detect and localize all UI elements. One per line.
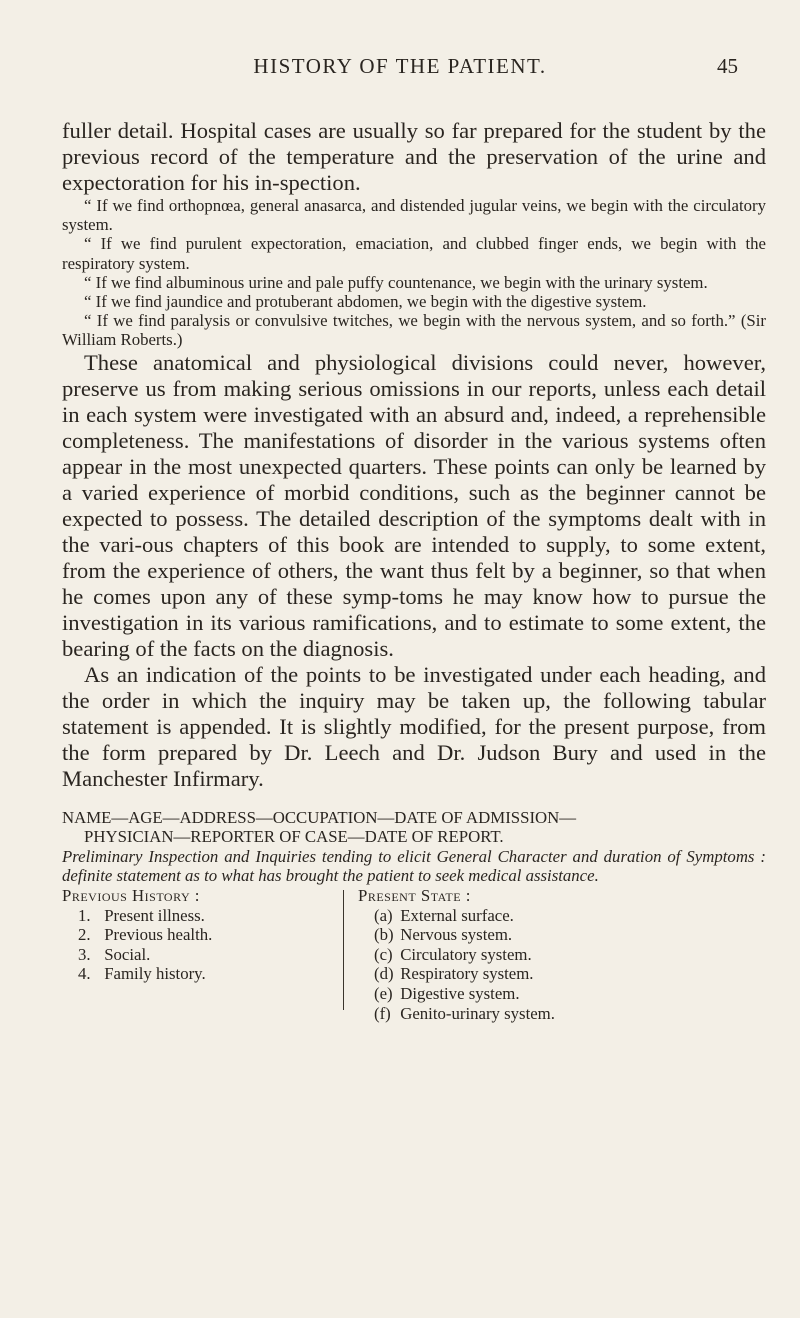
column-divider [343,890,344,1010]
list-item: (d) Respiratory system. [374,964,534,984]
list-item: 2. Previous health. [78,925,213,945]
page-number: 45 [717,54,738,78]
paragraph-continued: fuller detail. Hospital cases are usually so far prepared for the student by the previous record of the temperature and the preservation of the urine and expectoration for his in-spection. [62,118,766,195]
quote-nervous: “ If we find paralysis or convulsive twitches, we begin with the nervous system, and so forth.” (Sir William Roberts.) [62,311,766,350]
table-heading-italic: Preliminary Inspection and Inquiries tending to elicit General Character and duration of Symptoms : definite statement as to what has brought the patient to seek medical assistance. [62,846,766,886]
table-heading [62,808,766,886]
list-item: 4. Family history. [78,964,206,984]
quote-urinary: “ If we find albuminous urine and pale puffy countenance, we begin with the urinary system. [84,272,708,292]
table-heading-line-2: PHYSICIAN—REPORTER OF CASE—DATE OF REPORT. [84,827,504,847]
list-item: (c) Circulatory system. [374,944,532,964]
present-state-heading: Present State : [358,886,471,905]
running-head [0,54,800,82]
body-text [62,118,766,1023]
quote-circulatory: “ If we find orthopnœa, general anasarca, and distended jugular veins, we begin with the circulatory system. [62,196,766,235]
previous-history-column [62,886,342,984]
quote-respiratory: “ If we find purulent expectoration, emaciation, and clubbed finger ends, we begin with the respiratory system. [62,234,766,273]
table-heading-line-1: NAME—AGE—ADDRESS—OCCUPATION—DATE OF ADMISSION— [62,807,577,827]
list-item: 3. Social. [78,944,151,964]
quote-digestive: “ If we find jaundice and protuberant abdomen, we begin with the digestive system. [84,292,647,312]
tabular-statement [62,886,766,1023]
list-item: (a) External surface. [374,905,514,925]
list-item: (b) Nervous system. [374,925,513,945]
table-heading-caps [62,808,766,847]
list-item: (f) Genito-urinary system. [374,1003,555,1023]
paragraph-anatomical-divisions: These anatomical and physiological divisions could never, however, preserve us from making serious omissions in our reports, unless each detail in each system were investigated with an absurd and, indeed, a reprehensible completeness. The manifestations of disorder in the various systems often appear in the most unexpected quarters. These points can only be learned by a varied experience of morbid conditions, such as the beginner cannot be expected to possess. The detailed description of the symptoms dealt with in the vari-ous chapters of this book are intended to supply, to some extent, from the experience of others, the want thus felt by a beginner, so that when he comes upon any of these symp-toms he may know how to pursue the investigation in its various ramifications, and to estimate to some extent, the bearing of the facts on the diagnosis. [62,349,766,661]
list-item: (e) Digestive system. [374,983,520,1003]
present-state-column [358,886,758,1023]
list-item: 1. Present illness. [78,905,205,925]
running-title: HISTORY OF THE PATIENT. [253,54,547,78]
paragraph-indication: As an indication of the points to be investigated under each heading, and the order in which the inquiry may be taken up, the following tabular statement is appended. It is slightly modified, for the present purpose, from the form prepared by Dr. Leech and Dr. Judson Bury and used in the Manchester Infirmary. [62,661,766,791]
previous-history-heading: Previous History : [62,886,200,905]
